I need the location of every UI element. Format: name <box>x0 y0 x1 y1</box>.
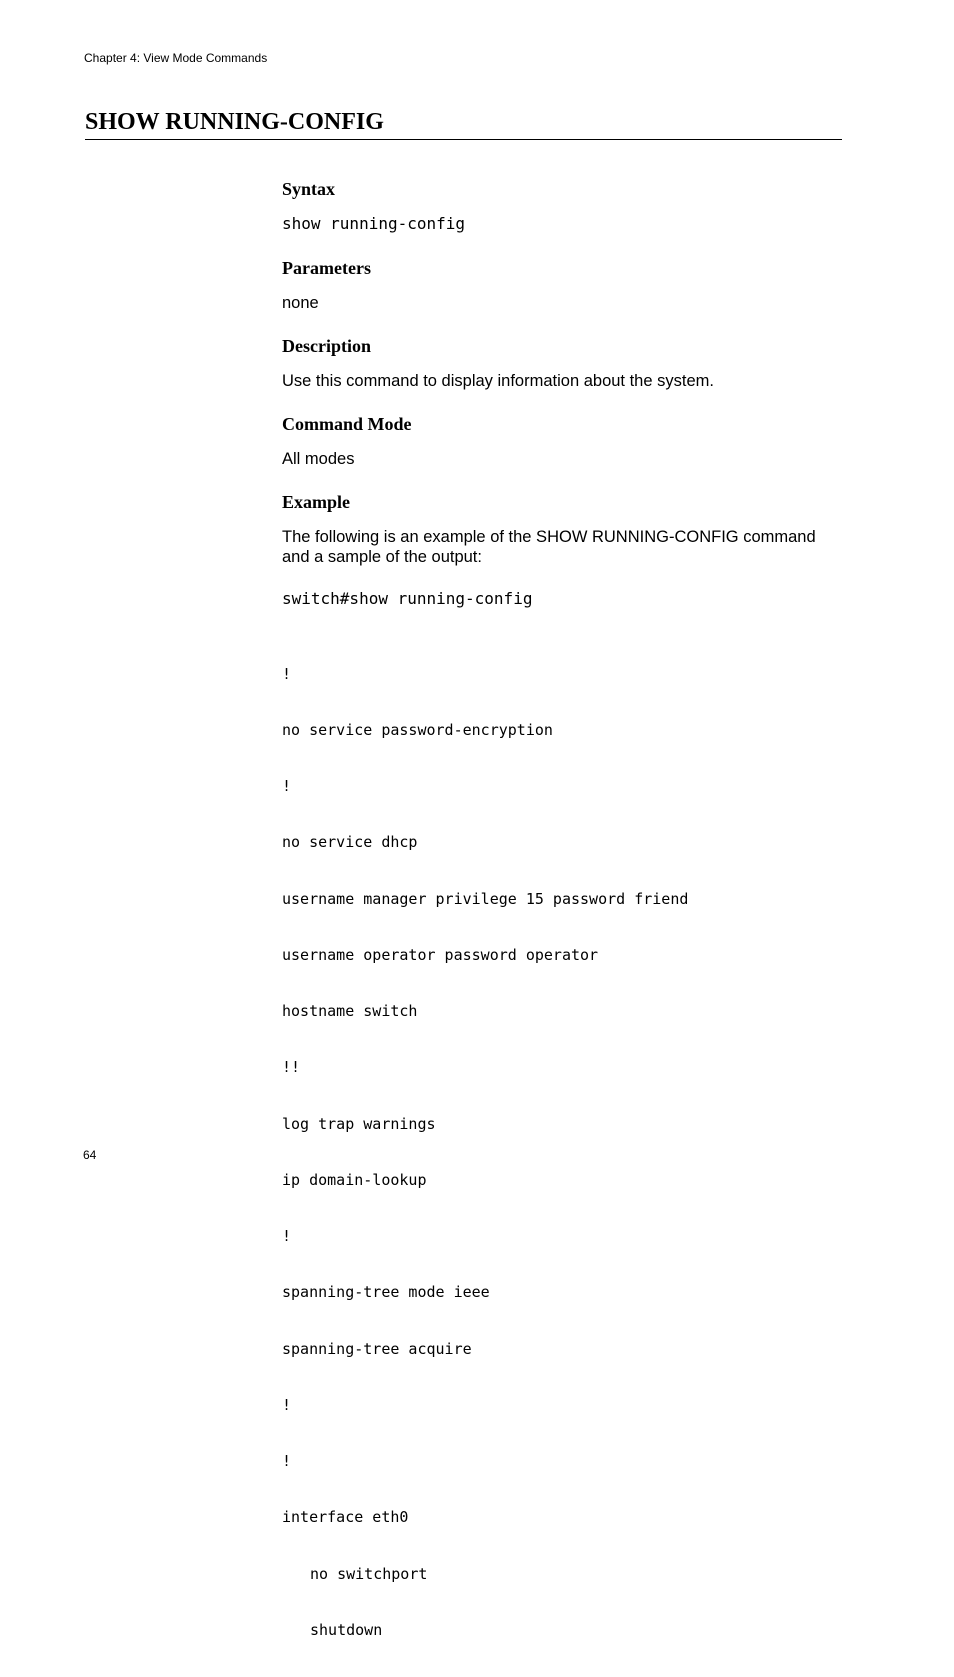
output-line: spanning-tree mode ieee <box>282 1283 490 1302</box>
output-line: hostname switch <box>282 1002 418 1020</box>
output-line: no service password-encryption <box>282 720 553 739</box>
output-line: log trap warnings <box>282 1114 436 1133</box>
example-text: The following is an example of the SHOW RUNNING-CONFIG command and a sample of the output: <box>282 528 816 566</box>
output-line: ! <box>282 1395 292 1414</box>
description-text: Use this command to display information about the system. <box>282 372 714 390</box>
parameters-text: none <box>282 294 319 312</box>
output-line: ! <box>282 1227 292 1245</box>
running-header: Chapter 4: View Mode Commands <box>84 51 268 65</box>
syntax-command: show running-config <box>282 214 466 233</box>
output-line: !! <box>282 1058 301 1077</box>
output-line: interface eth0 <box>282 1508 409 1527</box>
page-title: SHOW RUNNING-CONFIG <box>85 107 842 140</box>
example-output <box>282 627 842 1677</box>
output-line: username operator password operator <box>282 945 599 964</box>
output-line: spanning-tree acquire <box>282 1339 472 1358</box>
example-prompt: switch#show running-config <box>282 589 533 608</box>
command-mode-heading: Command Mode <box>282 414 412 434</box>
parameters-heading: Parameters <box>282 258 371 278</box>
output-line: shutdown <box>310 1620 383 1639</box>
output-line: ! <box>282 664 292 683</box>
output-line: ! <box>282 777 292 795</box>
page-number: 64 <box>83 1148 97 1162</box>
command-reference <box>282 178 842 1677</box>
output-line: ip domain-lookup <box>282 1170 427 1189</box>
syntax-heading: Syntax <box>282 179 336 199</box>
command-mode-text: All modes <box>282 450 355 468</box>
output-line: ! <box>282 1452 292 1470</box>
description-heading: Description <box>282 336 371 356</box>
output-line: username manager privilege 15 password friend <box>282 889 689 908</box>
output-line: no switchport <box>310 1564 428 1583</box>
output-line: no service dhcp <box>282 833 418 852</box>
example-heading: Example <box>282 492 351 512</box>
